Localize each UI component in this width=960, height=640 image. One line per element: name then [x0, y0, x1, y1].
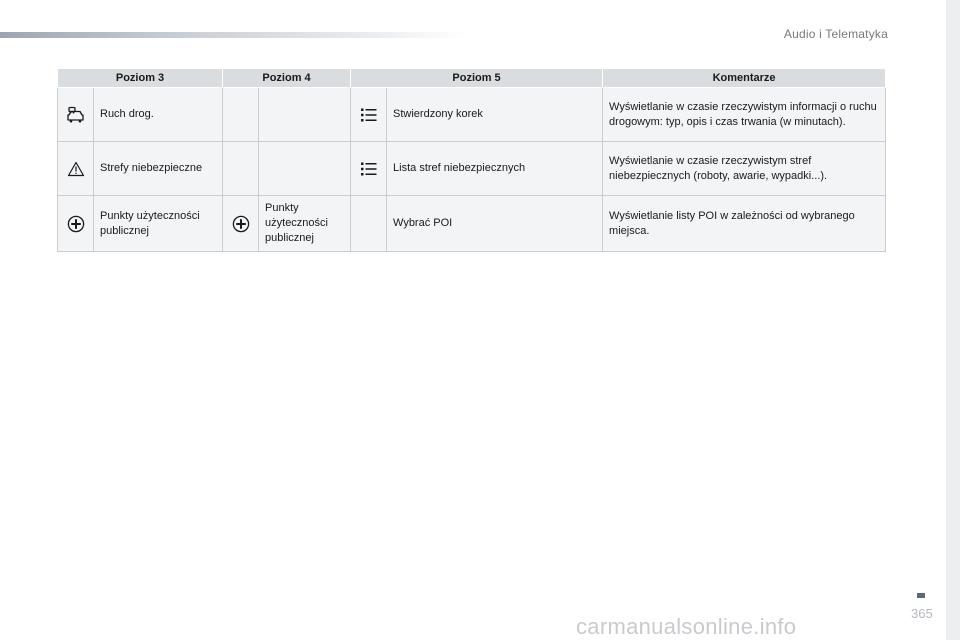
level4-label — [259, 88, 351, 142]
warning-triangle-icon — [58, 142, 94, 196]
comment-cell: Wyświetlanie w czasie rzeczywistym informacji o ruchu drogowym: typ, opis i czas trwania (w minutach). — [603, 88, 886, 142]
header-comments: Komentarze — [603, 69, 886, 88]
traffic-icon — [58, 88, 94, 142]
watermark: carmanualsonline.info — [576, 614, 797, 639]
right-margin-strip — [946, 0, 960, 640]
level5-label: Lista stref niebezpiecznych — [387, 142, 603, 196]
level4-label — [259, 142, 351, 196]
level4-label: Punkty użyteczności publicznej — [259, 196, 351, 252]
table-row — [58, 142, 886, 196]
list-icon — [351, 88, 387, 142]
page-number: 365 — [911, 606, 933, 621]
header-level-3: Poziom 3 — [58, 69, 223, 88]
header-level-4: Poziom 4 — [223, 69, 351, 88]
table-row — [58, 88, 886, 142]
footer-marker — [917, 593, 925, 598]
header-level-5: Poziom 5 — [351, 69, 603, 88]
level5-label: Wybrać POI — [387, 196, 603, 252]
level3-label: Ruch drog. — [94, 88, 223, 142]
header-gradient-bar — [0, 32, 470, 38]
menu-levels-table — [57, 68, 886, 252]
level5-icon-cell — [351, 196, 387, 252]
level3-label: Strefy niebezpieczne — [94, 142, 223, 196]
level4-icon-cell — [223, 142, 259, 196]
table-header-row — [58, 69, 886, 88]
comment-cell: Wyświetlanie listy POI w zależności od wybranego miejsca. — [603, 196, 886, 252]
table-row — [58, 196, 886, 252]
level3-label: Punkty użyteczności publicznej — [94, 196, 223, 252]
list-icon — [351, 142, 387, 196]
comment-cell: Wyświetlanie w czasie rzeczywistym stref niebezpiecznych (roboty, awarie, wypadki...). — [603, 142, 886, 196]
level4-icon-cell — [223, 88, 259, 142]
poi-plus-icon — [58, 196, 94, 252]
poi-plus-icon — [223, 196, 259, 252]
level5-label: Stwierdzony korek — [387, 88, 603, 142]
section-title: Audio i Telematyka — [783, 27, 888, 41]
